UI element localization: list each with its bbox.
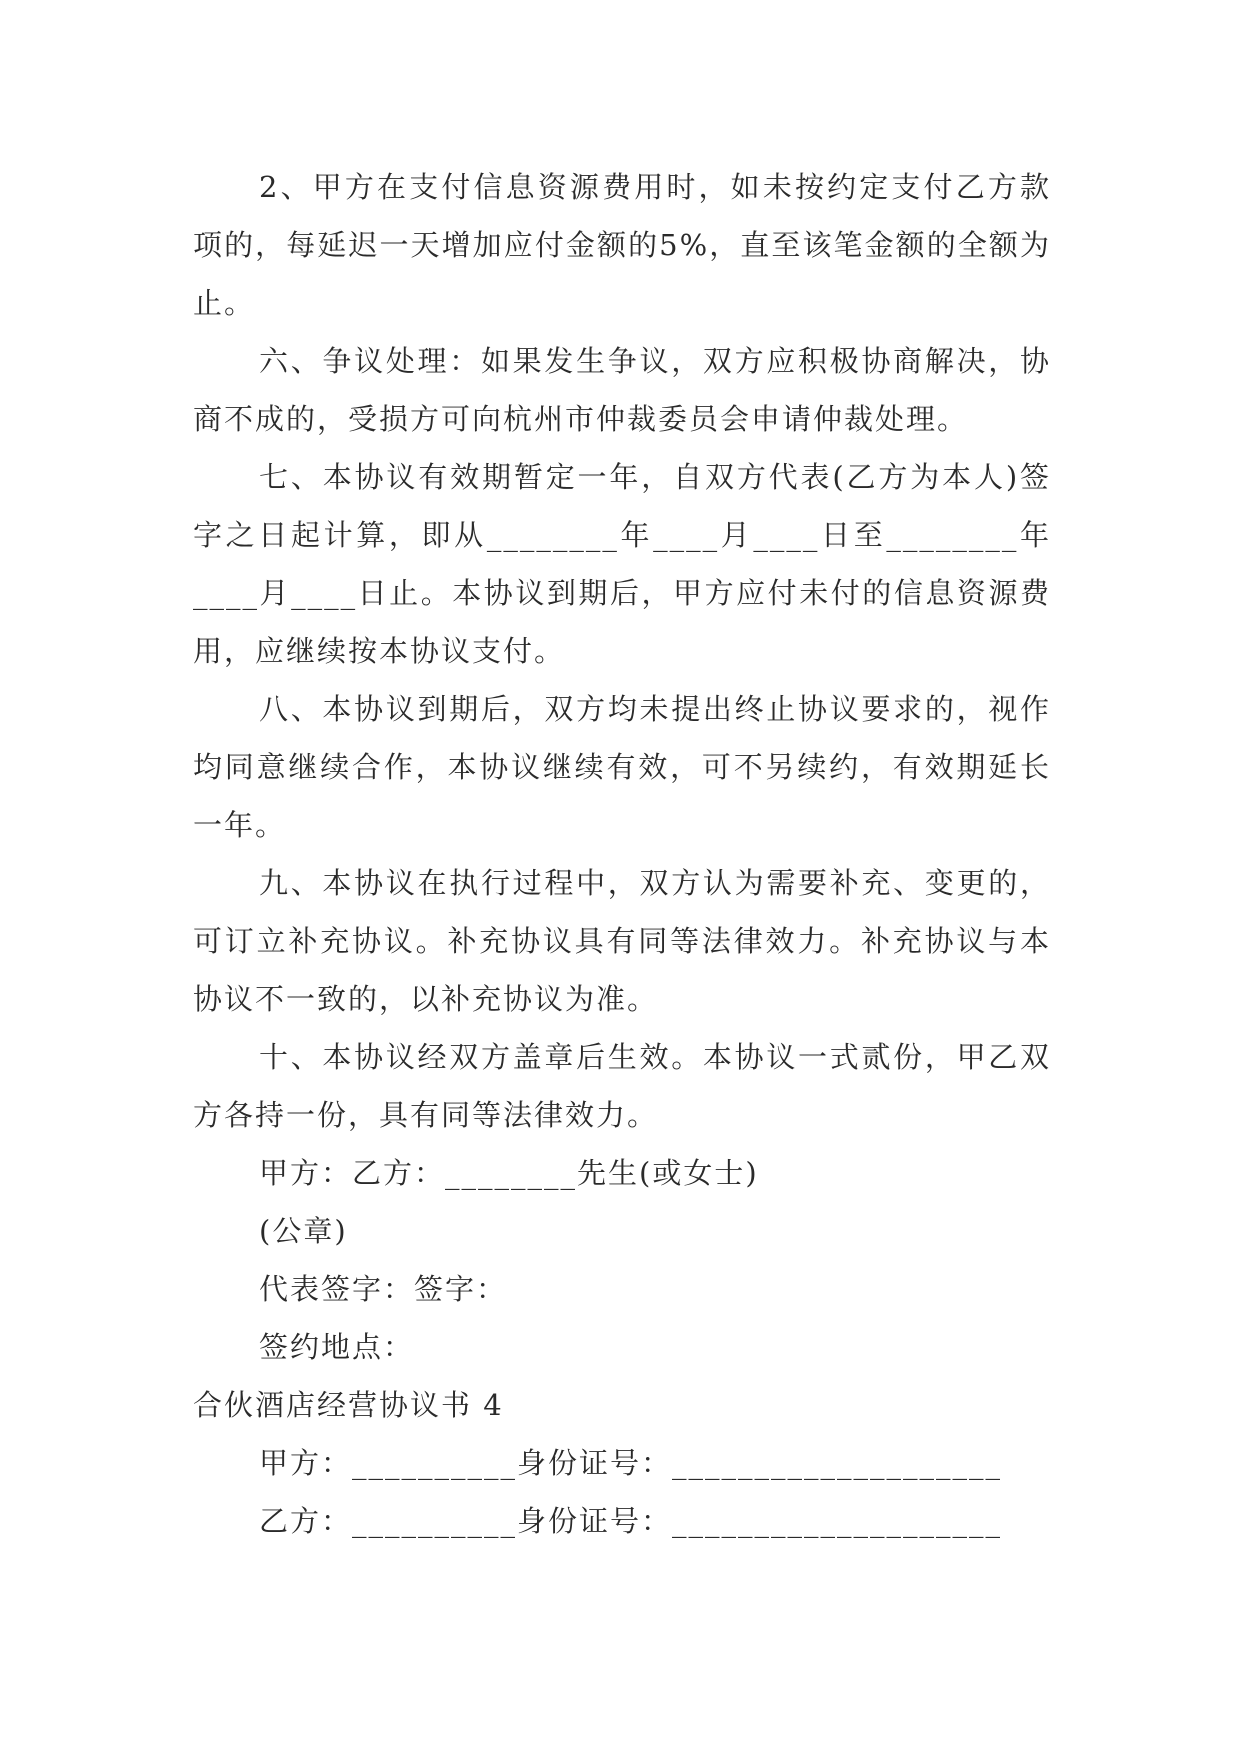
clause-paragraph: 六、争议处理：如果发生争议，双方应积极协商解决，协商不成的，受损方可向杭州市仲裁委员会申请仲裁处理。 bbox=[193, 344, 1051, 436]
party-a-line: 甲方：__________身份证号：____________________ bbox=[259, 1446, 1003, 1480]
clause-paragraph: 七、本协议有效期暂定一年，自双方代表(乙方为本人)签字之日起计算，即从________年____月____日至________年____月____日止。本协议到期后，甲方应付未付的信息资源费用，应继续按本协议支付。 bbox=[193, 460, 1051, 668]
signing-location-line: 签约地点： bbox=[259, 1330, 415, 1364]
clause-paragraph: 八、本协议到期后，双方均未提出终止协议要求的，视作均同意继续合作，本协议继续有效，可不另续约，有效期延长一年。 bbox=[193, 692, 1051, 842]
signature-parties-line: 甲方：乙方：________先生(或女士) bbox=[259, 1156, 759, 1190]
clause-paragraph: 十、本协议经双方盖章后生效。本协议一式贰份，甲乙双方各持一份，具有同等法律效力。 bbox=[193, 1040, 1051, 1132]
signatures-line: 代表签字：签字： bbox=[259, 1272, 508, 1306]
document-body bbox=[193, 158, 1051, 1550]
clause-paragraph: 九、本协议在执行过程中，双方认为需要补充、变更的，可订立补充协议。补充协议具有同等法律效力。补充协议与本协议不一致的，以补充协议为准。 bbox=[193, 866, 1051, 1016]
clause-paragraph: 2、甲方在支付信息资源费用时，如未按约定支付乙方款项的，每延迟一天增加应付金额的5%，直至该笔金额的全额为止。 bbox=[193, 170, 1051, 320]
seal-line: (公章) bbox=[259, 1214, 348, 1248]
party-b-line: 乙方：__________身份证号：____________________ bbox=[259, 1504, 1003, 1538]
section-title: 合伙酒店经营协议书 4 bbox=[193, 1388, 504, 1422]
